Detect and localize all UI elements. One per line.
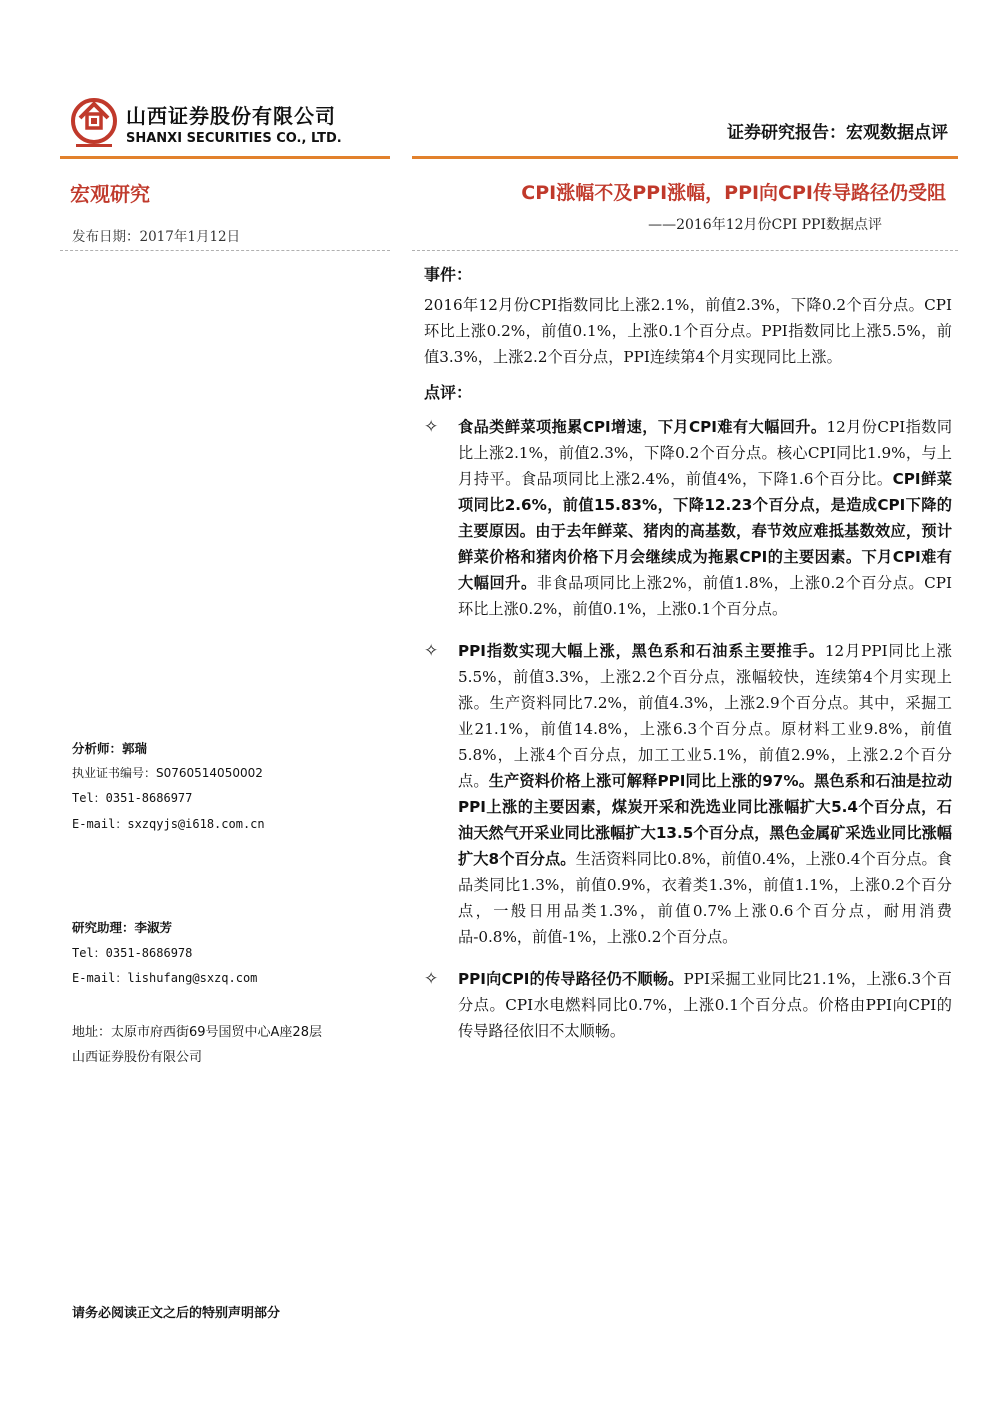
bullet-text: 12月PPI同比上涨5.5%，前值3.3%，上涨2.2个百分点，涨幅较快，连续第4个月实现上涨。生产资料同比7.2%，前值4.3%，上涨2.9个百分点。其中，采掘工业21.1%，前值14.8%，上涨6.3个百分点。原材料工业9.8%，前值5.8%，上涨4个百分点，加工工业5.1%，前值2.9%，上涨2.2个百分点。	[458, 642, 952, 790]
company-name-en: SHANXI SECURITIES CO., LTD.	[126, 131, 342, 146]
bullet-text: PPI采掘工业同比21.1%，上涨6.3个百分点。CPI水电燃料同比0.7%，上涨0.1个百分点。价格由PPI向CPI的传导路径依旧不太顺畅。	[458, 970, 952, 1040]
bullet-lead: PPI指数实现大幅上涨，黑色系和石油系主要推手。	[458, 642, 825, 660]
bullet-bold-text: CPI鲜菜项同比2.6%，前值15.83%，下降12.23个百分点，是造成CPI下降的主要原因。由于去年鲜菜、猪肉的高基数，春节效应难抵基数效应，预计鲜菜价格和猪肉价格下月会继续成为拖累CPI的主要因素。下月CPI难有大幅回升。	[458, 470, 952, 592]
report-title: CPI涨幅不及PPI涨幅，PPI向CPI传导路径仍受阻	[521, 182, 946, 204]
disclaimer-footer: 请务必阅读正文之后的特别声明部分	[72, 1306, 281, 1321]
analyst-cert: 执业证书编号：S0760514050002	[72, 766, 263, 780]
bullet-item	[424, 414, 952, 622]
diamond-bullet-icon: ✧	[424, 641, 439, 661]
company-name-cn: 山西证券股份有限公司	[126, 104, 336, 128]
bullet-text-tail: 生活资料同比0.8%，前值0.4%，上涨0.4个百分点。食品类同比1.3%，前值0.9%，衣着类1.3%，前值1.1%，上涨0.2个百分点，一般日用品类1.3%，前值0.7%上涨0.6个百分点，耐用消费品-0.8%，前值-1%，上涨0.2个百分点。	[458, 850, 952, 946]
company-address: 地址：太原市府西街69号国贸中心A座28层	[72, 1025, 322, 1040]
bullet-text: 12月份CPI指数同比上涨2.1%，前值2.3%，下降0.2个百分点。核心CPI同比1.9%，与上月持平。食品项同比上涨2.4%，前值4%，下降1.6个百分比。	[458, 418, 953, 488]
assistant-name: 研究助理：李淑芳	[72, 920, 173, 935]
section-label: 宏观研究	[70, 182, 150, 206]
bullet-bold-text: 生产资料价格上涨可解释PPI同比上涨的97%。黑色系和石油是拉动PPI上涨的主要因素，煤炭开采和洗选业同比涨幅扩大5.4个百分点，石油天然气开采业同比涨幅扩大13.5个百分点，黑色金属矿采选业同比涨幅扩大8个百分点。	[458, 772, 953, 868]
main-content	[424, 262, 952, 1060]
right-divider	[412, 250, 958, 251]
bullet-lead: PPI向CPI的传导路径仍不顺畅。	[458, 970, 684, 988]
company-name-footer: 山西证券股份有限公司	[72, 1050, 203, 1065]
bullet-item	[424, 966, 952, 1044]
header-rule-left	[60, 156, 390, 159]
header-rule-right	[412, 156, 958, 159]
event-text: 2016年12月份CPI指数同比上涨2.1%，前值2.3%，下降0.2个百分点。CPI环比上涨0.2%，前值0.1%，上涨0.1个百分点。PPI指数同比上涨5.5%，前值3.3%，上涨2.2个百分点，PPI连续第4个月实现同比上涨。	[424, 296, 952, 366]
comment-heading: 点评：	[424, 383, 473, 402]
assistant-email: E-mail：lishufang@sxzq.com	[72, 971, 258, 985]
analyst-tel: Tel：0351-8686977	[72, 791, 193, 805]
analyst-name: 分析师：郭瑞	[72, 741, 148, 756]
bullet-lead: 食品类鲜菜项拖累CPI增速，下月CPI难有大幅回升。	[458, 418, 827, 436]
shanxi-securities-logo-icon	[70, 96, 118, 150]
bullet-item	[424, 638, 952, 950]
analyst-email: E-mail：sxzqyjs@i618.com.cn	[72, 817, 265, 831]
left-divider	[60, 250, 390, 251]
event-heading: 事件：	[424, 265, 473, 284]
diamond-bullet-icon: ✧	[424, 417, 439, 437]
assistant-tel: Tel：0351-8686978	[72, 946, 193, 960]
report-type: 证券研究报告：宏观数据点评	[727, 123, 948, 143]
report-subtitle: ——2016年12月份CPI PPI数据点评	[648, 217, 882, 233]
publish-date: 发布日期：2017年1月12日	[72, 229, 241, 245]
diamond-bullet-icon: ✧	[424, 969, 439, 989]
bullet-text-tail: 非食品项同比上涨2%，前值1.8%，上涨0.2个百分点。CPI环比上涨0.2%，前值0.1%，上涨0.1个百分点。	[458, 574, 953, 618]
